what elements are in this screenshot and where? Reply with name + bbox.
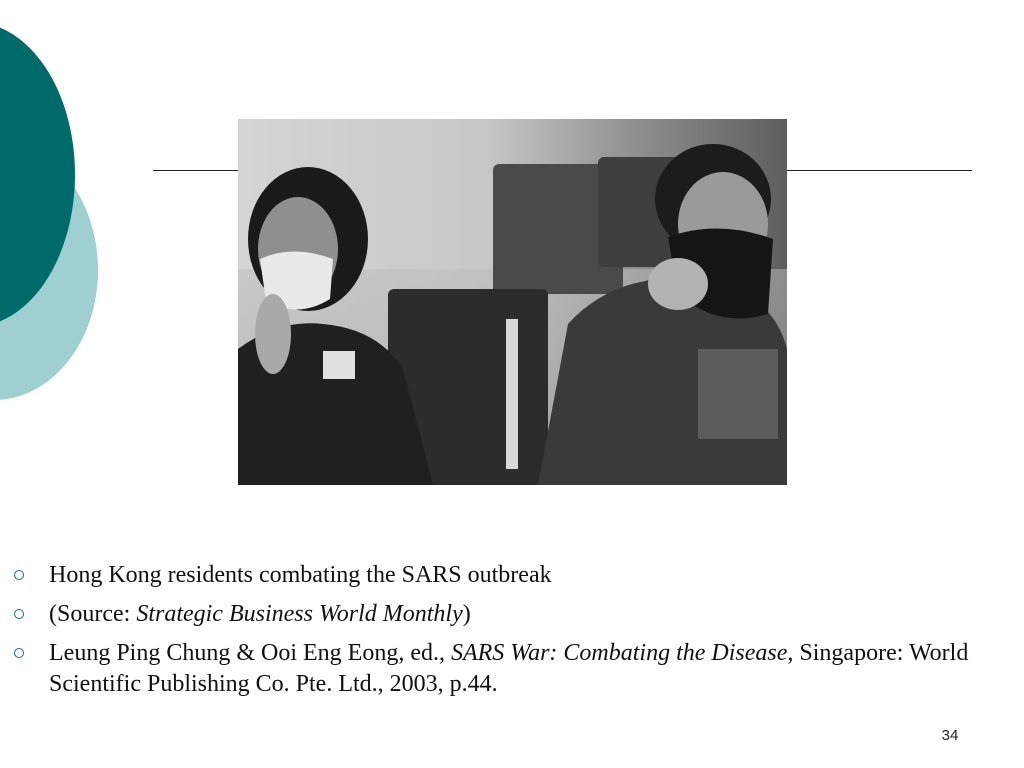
masked-residents-photo xyxy=(238,119,787,485)
bullet-source xyxy=(0,599,1024,630)
bullet-citation xyxy=(0,638,1024,700)
photo-illustration xyxy=(238,119,787,485)
title-rule-left xyxy=(153,170,239,171)
bullet-caption xyxy=(0,560,1024,591)
source-suffix: ) xyxy=(462,601,471,627)
bullet-circle-icon xyxy=(14,609,24,619)
caption-text: Hong Kong residents combating the SARS outbreak xyxy=(49,562,552,588)
bullet-circle-icon xyxy=(14,570,24,580)
source-prefix: (Source: xyxy=(49,601,137,627)
citation-suffix: , Singapore: World Scientific Publishing Co. Pte. Ltd., 2003, p.44. xyxy=(49,640,969,697)
page-number: 34 xyxy=(941,727,959,744)
citation-prefix: Leung Ping Chung & Ooi Eng Eong, ed., xyxy=(49,640,451,666)
title-rule-right xyxy=(786,170,972,171)
citation-book-title: SARS War: Combating the Disease xyxy=(450,640,788,666)
source-publication: Strategic Business World Monthly xyxy=(136,601,463,627)
bullet-circle-icon xyxy=(14,648,24,658)
caption-bullet-list xyxy=(0,560,1024,708)
